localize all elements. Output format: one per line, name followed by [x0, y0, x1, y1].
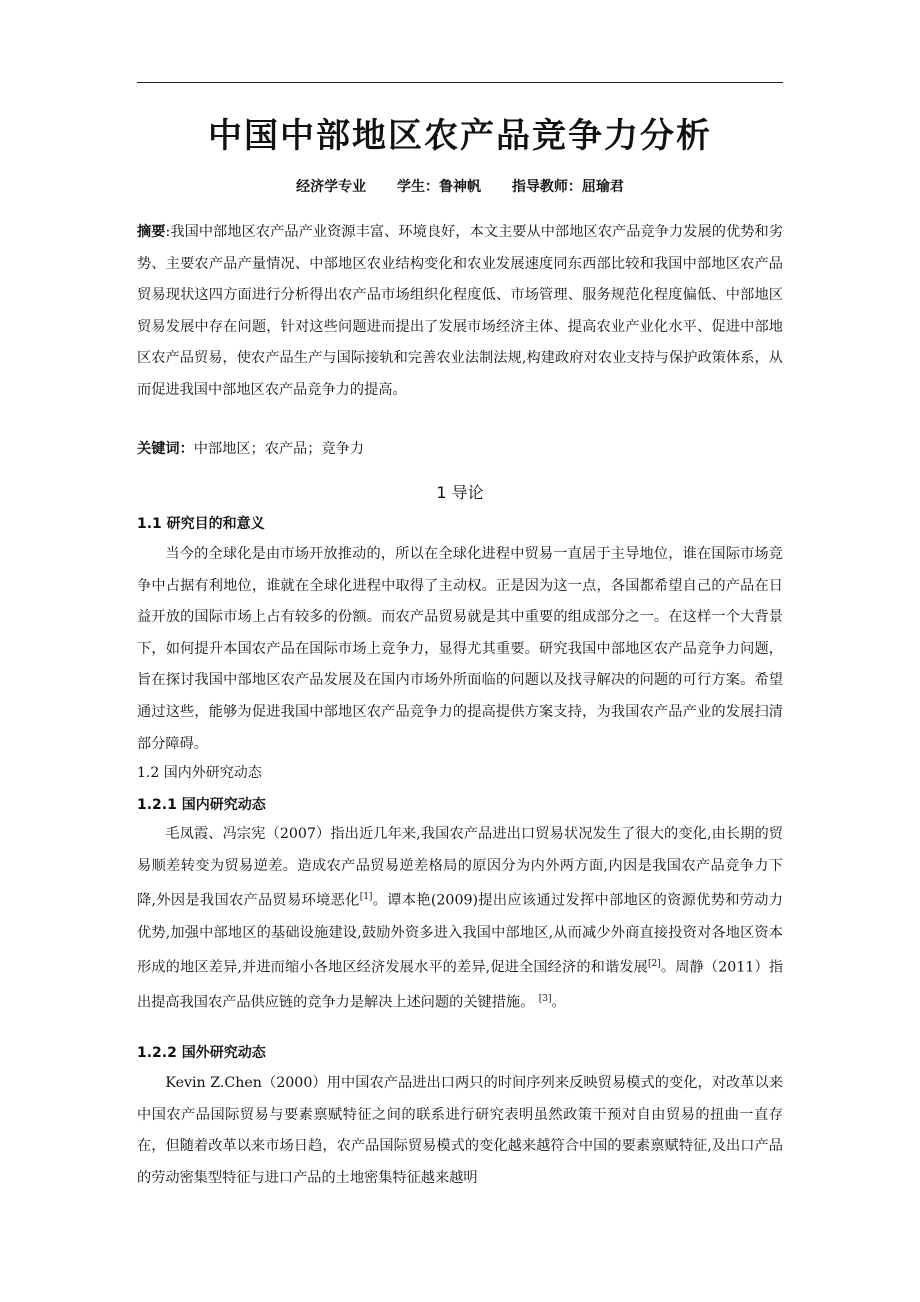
section-heading-1-1: 1.1 研究目的和意义	[137, 516, 265, 532]
keywords-label: 关键词：	[137, 441, 194, 457]
major-label: 经济学专业	[296, 179, 367, 195]
header-rule	[137, 82, 783, 83]
abstract-text: 我国中部地区农产品产业资源丰富、环境良好，本文主要从中部地区农产品竞争力发展的优势和劣势、主要农产品产量情况、中部地区农业结构变化和农业发展速度同东西部比较和我国中部地区农产品贸易现状这四方面进行分析得出农产品市场组织化程度低、市场管理、服务规范化程度偏低、中部地区贸易发展中存在问题，针对这些问题进而提出了发展市场经济主体、提高农业产业化水平、促进中部地区农产品贸易，使农产品生产与国际接轨和完善农业法制法规,构建政府对农业支持与保护政策体系，从而促进我国中部地区农产品竞争力的提高。	[137, 224, 783, 398]
section-heading-1-2-1: 1.2.1 国内研究动态	[137, 797, 266, 813]
paragraph-1-2-1-part4: 。	[551, 995, 566, 1012]
abstract	[137, 217, 783, 407]
keywords-text: 中部地区；农产品；竞争力	[193, 441, 365, 457]
section-heading-1-2: 1.2 国内外研究动态	[137, 765, 262, 781]
keywords	[137, 436, 364, 462]
paragraph-1-2-1-part2: 。谭本艳(2009)提出应该通过发挥中部地区的资源优势和劳动力优势,加强中部地区的基础设施建设,鼓励外资多进入我国中部地区,从而减少外商直接投资对各地区资本形成的地区差异,并进而缩小各地区经济发展水平的差异,促进全国经济的和谐发展	[137, 892, 783, 976]
section-heading-1-2-2: 1.2.2 国外研究动态	[137, 1045, 266, 1061]
paragraph-1-2-1-part3: 。周静（2011）指出提高我国农产品供应链的竞争力是解决上述问题的关键措施。	[137, 959, 784, 1012]
citation-2: [2]	[648, 959, 661, 970]
student-label: 学生：鲁神帆	[397, 179, 481, 195]
paragraph-1-2-2: Kevin Z.Chen（2000）用中国农产品进出口两只的时间序列来反映贸易模式的变化，对改革以来中国农产品国际贸易与要素禀赋特征之间的联系进行研究表明虽然政策干预对自由贸易的扭曲一直存在，但随着改革以来市场日趋，农产品国际贸易模式的变化越来越符合中国的要素禀赋特征,及出口产品的劳动密集型特征与进口产品的土地密集特征越来越明	[137, 1075, 783, 1186]
section-heading-intro: 1 导论	[436, 483, 484, 502]
citation-3: [3]	[538, 994, 552, 1005]
citation-1: [1]	[359, 892, 373, 903]
abstract-colon: :	[165, 224, 171, 240]
abstract-label: 摘要	[137, 224, 166, 240]
advisor-label: 指导教师：屈瑜君	[511, 179, 624, 195]
paragraph-1-2-1-part1: 毛凤霞、冯宗宪（2007）指出近几年来,我国农产品进出口贸易状况发生了很大的变化,由长期的贸易顺差转变为贸易逆差。造成农产品贸易逆差格局的原因分为内外两方面,内因是我国农产品竞争力下降,外因是我国农产品贸易环境恶化	[137, 826, 783, 909]
page-title: 中国中部地区农产品竞争力分析	[208, 116, 712, 156]
byline	[137, 176, 783, 196]
paragraph-1-2-1	[137, 819, 783, 1020]
paragraph-1-1: 当今的全球化是由市场开放推动的，所以在全球化进程中贸易一直居于主导地位，谁在国际市场竞争中占据有利地位，谁就在全球化进程中取得了主动权。正是因为这一点，各国都希望自己的产品在日益开放的国际市场上占有较多的份额。而农产品贸易就是其中重要的组成部分之一。在这样一个大背景下，如何提升本国农产品在国际市场上竞争力，显得尤其重要。研究我国中部地区农产品竞争力问题，旨在探讨我国中部地区农产品发展及在国内市场外所面临的问题以及找寻解决的问题的可行方案。希望通过这些，能够为促进我国中部地区农产品竞争力的提高提供方案支持，为我国农产品产业的发展扫清部分障碍。	[137, 546, 783, 752]
